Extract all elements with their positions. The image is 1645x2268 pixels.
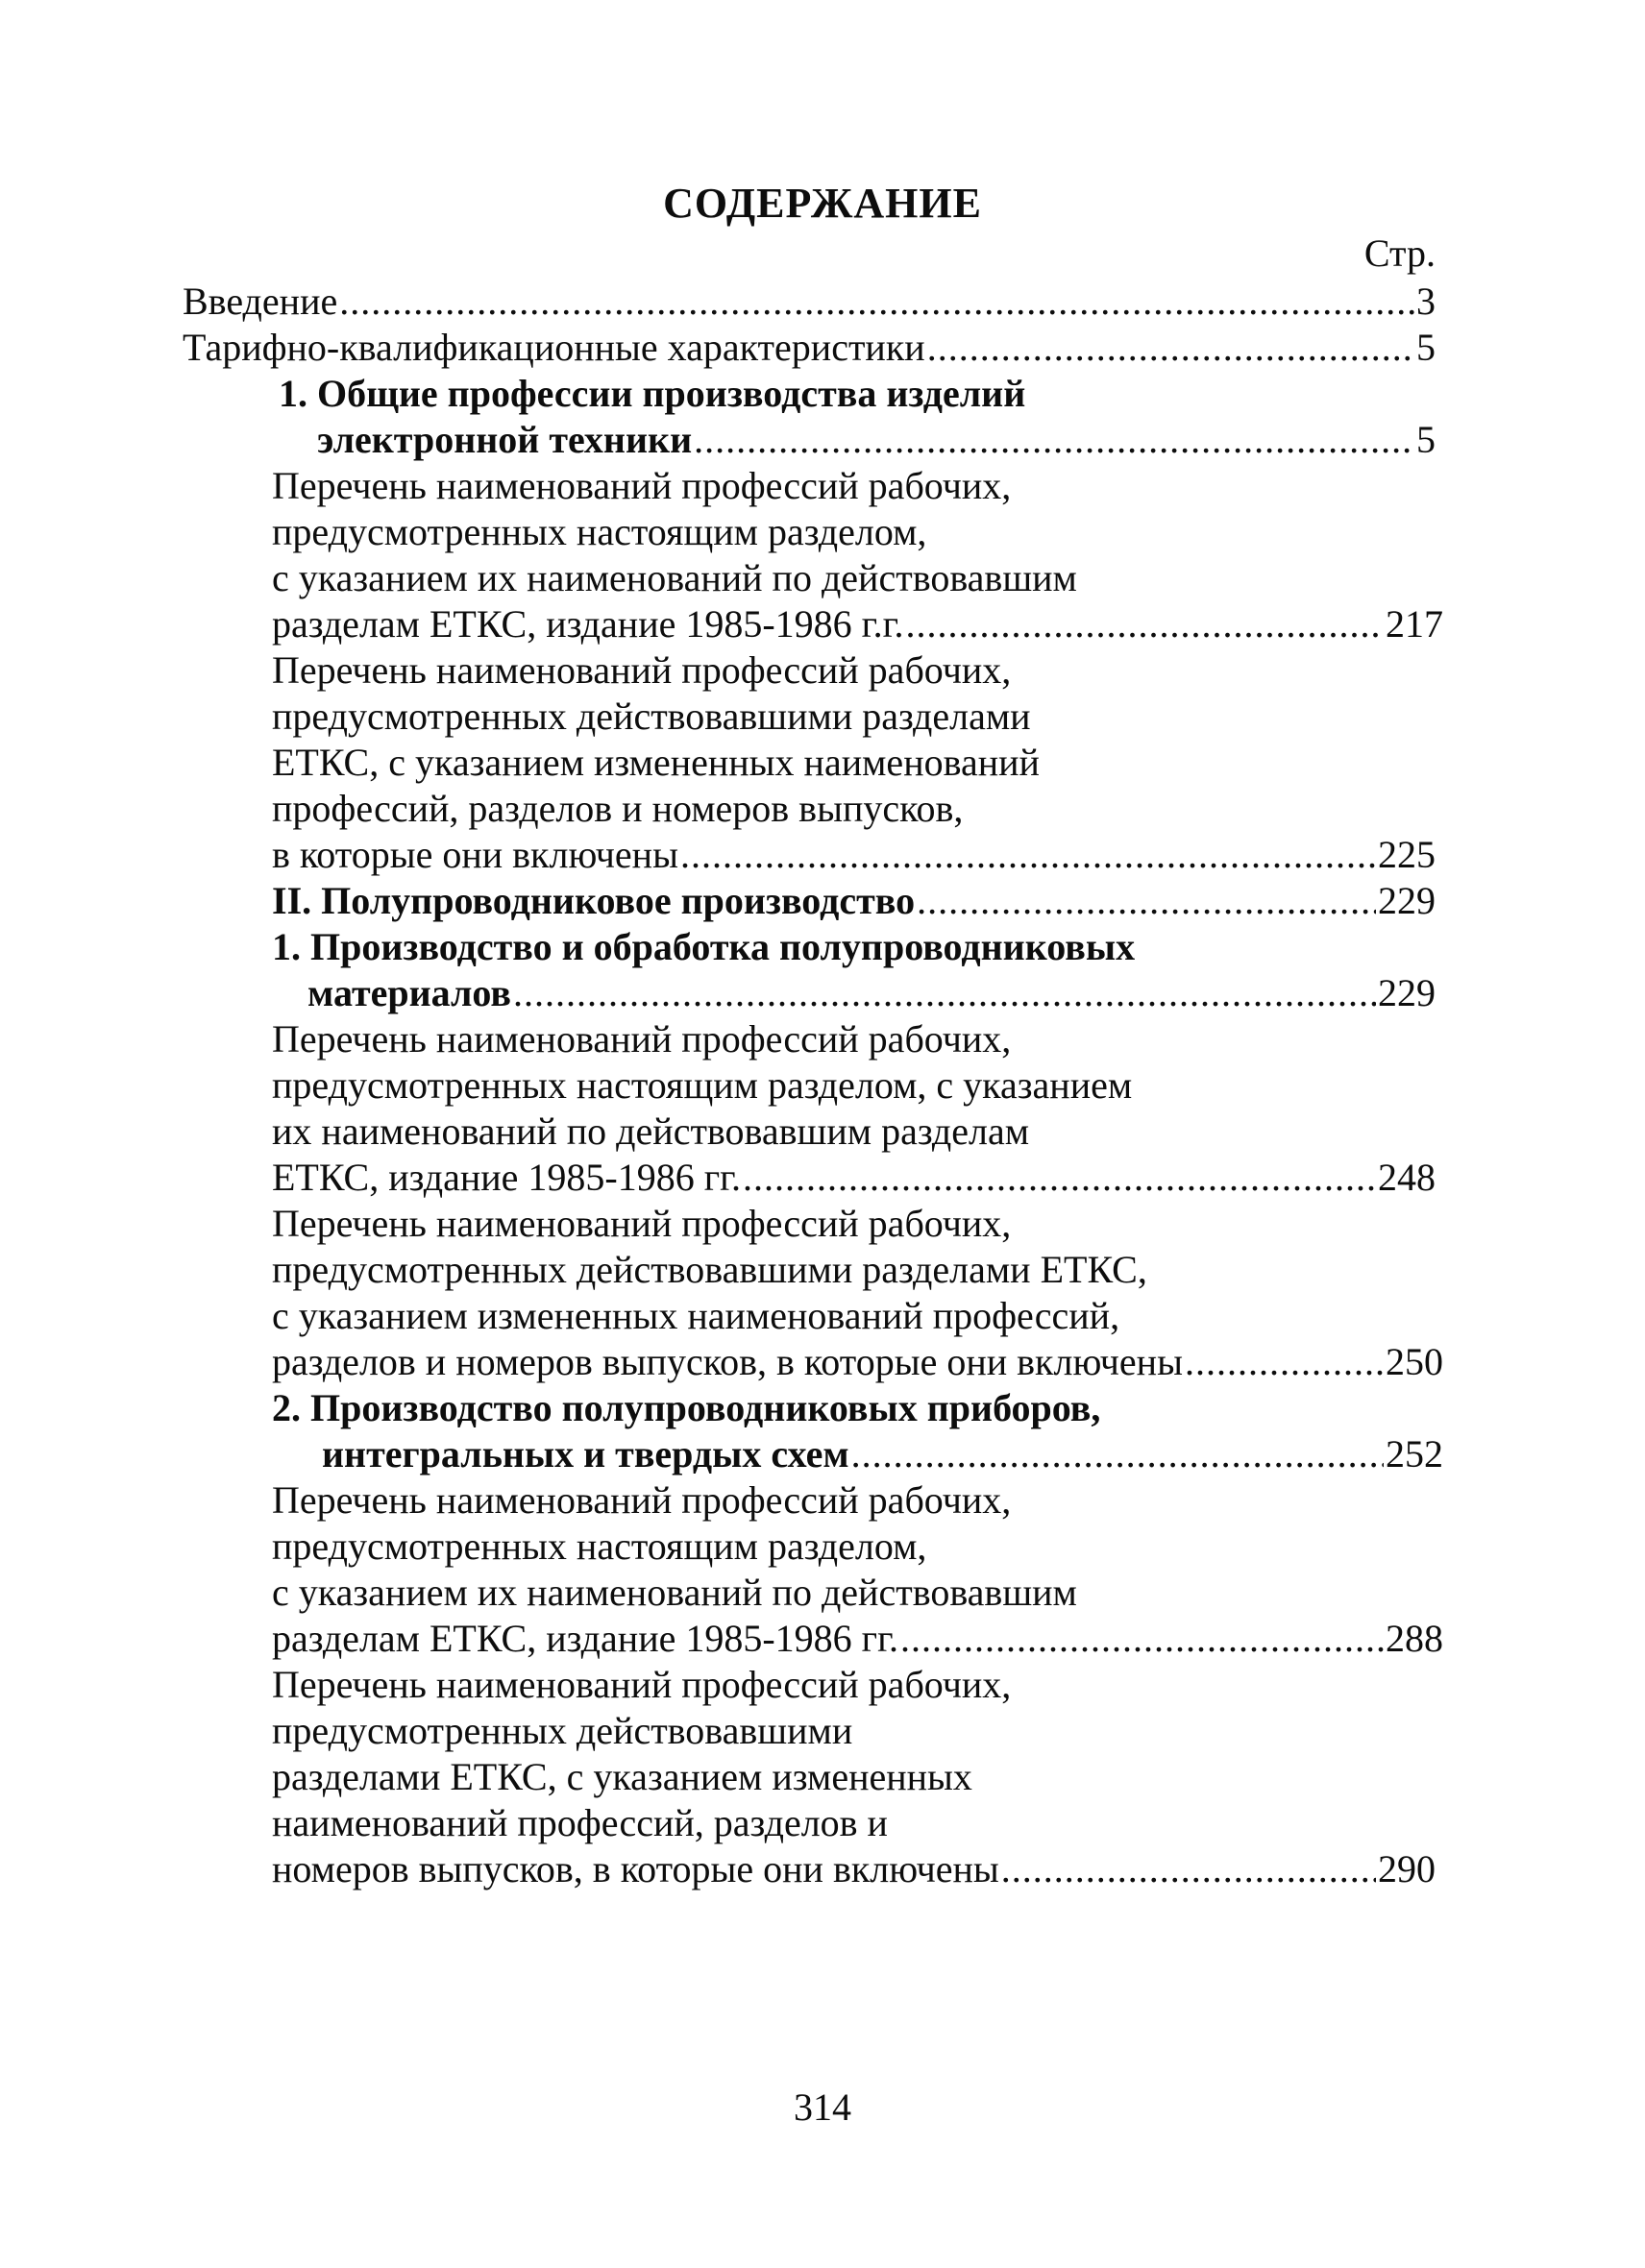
toc-entry-line — [272, 694, 1031, 740]
leader-dots — [680, 832, 1376, 878]
toc-entry-text: Перечень наименований профессий рабочих, — [272, 1478, 1012, 1522]
toc-entry — [183, 279, 1436, 325]
toc-entry-text: электронной техники — [317, 418, 693, 461]
toc-entry-line — [272, 1293, 1119, 1339]
toc-entry-page: 248 — [1378, 1156, 1436, 1199]
toc-entry-line — [272, 1109, 1029, 1155]
toc-entry-line — [272, 1016, 1011, 1062]
toc-entry-text: материалов — [307, 971, 512, 1014]
toc-entry-page: 5 — [1416, 418, 1436, 461]
toc-entry-line — [272, 1062, 1132, 1109]
toc-entry-page: 3 — [1416, 280, 1436, 323]
toc-entry — [272, 601, 1443, 647]
leader-dots — [743, 1155, 1376, 1201]
toc-entry-page: 225 — [1378, 833, 1436, 876]
toc-entry-text: предусмотренных настоящим разделом, — [272, 1524, 927, 1568]
toc-entry-page: 290 — [1378, 1847, 1436, 1890]
toc-entry-text: разделами ЕТКС, с указанием измененных — [272, 1755, 972, 1798]
toc-entry-text: интегральных и твердых схем — [322, 1432, 849, 1475]
toc-entry-page: 250 — [1386, 1340, 1443, 1383]
toc-entry-text: Перечень наименований профессий рабочих, — [272, 464, 1012, 507]
leader-dots — [694, 417, 1414, 463]
toc-entry-text: их наименований по действовавшим разделам — [272, 1110, 1030, 1153]
toc-entry-line — [272, 463, 1011, 509]
toc-entry-text: ЕТКС, издание 1985-1986 гг. — [272, 1156, 742, 1199]
leader-dots — [900, 1616, 1384, 1662]
toc-section-heading — [279, 371, 1025, 417]
toc-entry-line — [272, 647, 1011, 694]
toc-entry-text: номеров выпусков, в которые они включены — [272, 1847, 999, 1890]
toc-entry-text: разделам ЕТКС, издание 1985-1986 г.г. — [272, 602, 904, 646]
toc-entry-text: 1. Общие профессии производства изделий — [279, 372, 1026, 415]
toc-entry-line — [272, 1754, 972, 1800]
toc-entry-page: 252 — [1386, 1432, 1443, 1475]
toc-entry-line — [272, 509, 926, 555]
leader-dots — [339, 279, 1414, 325]
toc-entry-text: предусмотренных настоящим разделом, с указанием — [272, 1063, 1133, 1107]
toc-entry-text: наименований профессий, разделов и — [272, 1801, 888, 1844]
toc-entry-text: Перечень наименований профессий рабочих, — [272, 1663, 1012, 1706]
leader-dots — [927, 325, 1414, 371]
toc-entry-page: 229 — [1378, 971, 1436, 1014]
toc-entry — [272, 878, 1436, 924]
toc-entry-text: с указанием измененных наименований профессий, — [272, 1294, 1120, 1337]
toc-entry-line — [272, 1477, 1011, 1524]
toc-entry — [272, 1339, 1443, 1385]
toc-entry-text: Перечень наименований профессий рабочих, — [272, 1017, 1012, 1061]
toc-entry — [317, 417, 1436, 463]
toc-entry-line — [272, 740, 1040, 786]
toc-entry-text: предусмотренных действовавшими — [272, 1709, 853, 1752]
toc-entry-text: ЕТКС, с указанием измененных наименований — [272, 741, 1040, 784]
page-number: 314 — [794, 2085, 851, 2129]
toc-entry-line — [272, 786, 963, 832]
leader-dots — [917, 878, 1376, 924]
toc-entry — [307, 970, 1436, 1016]
toc-entry — [272, 1616, 1443, 1662]
toc-entry-text: Тарифно-квалификационные характеристики — [183, 326, 925, 369]
leader-dots — [851, 1431, 1384, 1477]
toc-section-heading — [272, 924, 1135, 970]
toc-entry-text: Перечень наименований профессий рабочих, — [272, 648, 1012, 692]
leader-dots — [905, 601, 1384, 647]
toc-entry — [183, 325, 1436, 371]
toc-entry-page: 217 — [1386, 602, 1443, 646]
toc-entry-text: 1. Производство и обработка полупроводниковых — [272, 925, 1136, 968]
toc-entry-line — [272, 1247, 1147, 1293]
toc-entry-page: 5 — [1416, 326, 1436, 369]
toc-entry-text: 2. Производство полупроводниковых приборов, — [272, 1386, 1101, 1429]
toc-section-heading — [272, 1385, 1100, 1431]
toc-entry — [322, 1431, 1443, 1477]
leader-dots — [513, 970, 1376, 1016]
toc-entry-text: II. Полупроводниковое производство — [272, 879, 916, 922]
page-column-label: Стр. — [1363, 232, 1436, 275]
toc-entry-text: разделов и номеров выпусков, в которые они включены — [272, 1340, 1183, 1383]
toc-entry-line — [272, 1524, 926, 1570]
toc-entry — [272, 1155, 1436, 1201]
toc-entry-line — [272, 1800, 888, 1846]
toc-entry — [272, 1846, 1436, 1892]
toc-entry-line — [272, 1708, 852, 1754]
toc-entry-text: предусмотренных действовавшими разделами — [272, 695, 1031, 738]
page-title: СОДЕРЖАНИЕ — [663, 180, 982, 227]
toc-entry-line — [272, 1201, 1011, 1247]
toc-entry-text: Введение — [183, 280, 338, 323]
toc-entry-text: предусмотренных настоящим разделом, — [272, 510, 927, 553]
toc-entry-text: в которые они включены — [272, 833, 678, 876]
leader-dots — [1001, 1846, 1376, 1892]
toc-entry-text: предусмотренных действовавшими разделами ЕТКС, — [272, 1248, 1147, 1291]
toc-entry-text: с указанием их наименований по действовавшим — [272, 556, 1077, 599]
leader-dots — [1185, 1339, 1384, 1385]
toc-entry-text: профессий, разделов и номеров выпусков, — [272, 787, 964, 830]
toc-entry-line — [272, 555, 1077, 601]
toc-entry-line — [272, 1570, 1077, 1616]
toc-entry-text: разделам ЕТКС, издание 1985-1986 гг. — [272, 1617, 898, 1660]
toc-entry-page: 229 — [1378, 879, 1436, 922]
toc-entry-page: 288 — [1386, 1617, 1443, 1660]
toc-entry-text: с указанием их наименований по действовавшим — [272, 1571, 1077, 1614]
toc-entry-line — [272, 1662, 1011, 1708]
toc-entry — [272, 832, 1436, 878]
toc-entry-text: Перечень наименований профессий рабочих, — [272, 1202, 1012, 1245]
